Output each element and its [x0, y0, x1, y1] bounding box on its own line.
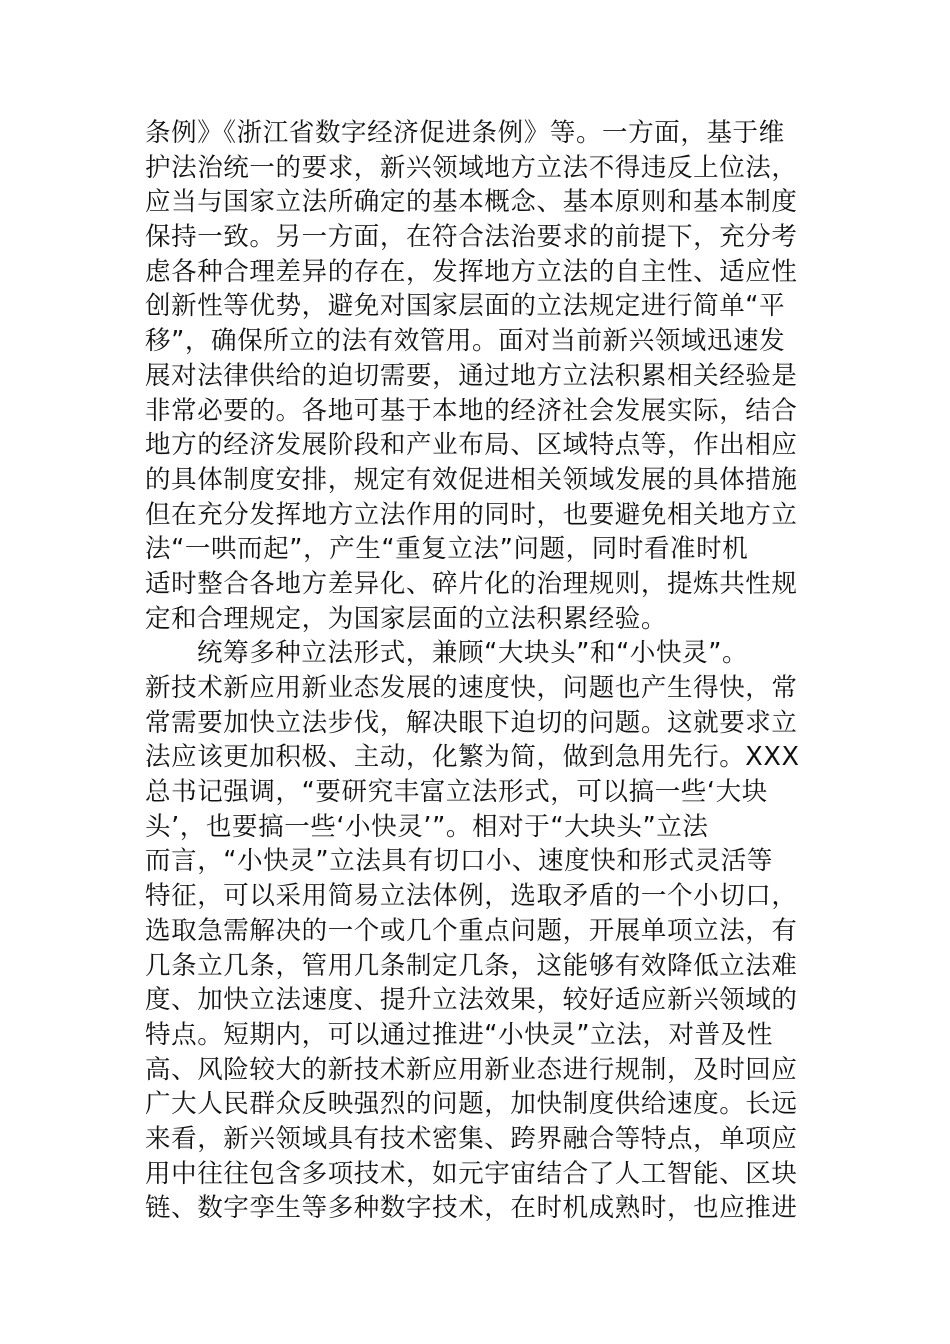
text-line: 高、风险较大的新技术新应用新业态进行规制，及时回应: [145, 1054, 798, 1085]
text-line: 特点。短期内，可以通过推进“小快灵”立法，对普及性: [145, 1019, 773, 1050]
text-line: 而言，“小快灵”立法具有切口小、速度快和形式灵活等: [145, 846, 773, 877]
text-line: 非常必要的。各地可基于本地的经济社会发展实际，结合: [145, 395, 798, 426]
text-line: 护法治统一的要求，新兴领域地方立法不得违反上位法，: [145, 152, 798, 183]
text-line: 总书记强调，“要研究丰富立法形式，可以搞一些‘大块: [145, 777, 768, 808]
paragraph-2: [145, 636, 815, 1226]
text-line: 定和合理规定，为国家层面的立法积累经验。: [145, 603, 668, 634]
text-line: 移”，确保所立的法有效管用。面对当前新兴领域迅速发: [145, 326, 786, 357]
paragraph-1: [145, 116, 815, 636]
text-line: 但在充分发挥地方立法作用的同时，也要避免相关地方立: [145, 499, 798, 530]
text-line: 地方的经济发展阶段和产业布局、区域特点等，作出相应: [145, 430, 798, 461]
text-line: 头’，也要搞一些‘小快灵’”。相对于“大块头”立法: [145, 811, 709, 842]
text-line: 常需要加快立法步伐，解决眼下迫切的问题。这就要求立: [145, 707, 798, 738]
text-line: 广大人民群众反映强烈的问题，加快制度供给速度。长远: [145, 1089, 798, 1120]
text-line: 创新性等优势，避免对国家层面的立法规定进行简单“平: [145, 291, 786, 322]
text-line: 的具体制度安排，规定有效促进相关领域发展的具体措施: [145, 464, 798, 495]
text-line: 来看，新兴领域具有技术密集、跨界融合等特点，单项应: [145, 1123, 798, 1154]
text-line: 条例》《浙江省数字经济促进条例》等。一方面，基于维: [145, 118, 785, 148]
text-line: 适时整合各地方差异化、碎片化的治理规则，提炼共性规: [145, 568, 798, 599]
text-line: 法应该更加积极、主动，化繁为简，做到急用先行。XXX: [145, 742, 800, 773]
text-line: 几条立几条，管用几条制定几条，这能够有效降低立法难: [145, 950, 798, 981]
text-line: 虑各种合理差异的存在，发挥地方立法的自主性、适应性: [145, 256, 798, 287]
text-line: 新技术新应用新业态发展的速度快，问题也产生得快，常: [145, 673, 798, 703]
text-line-indented: 统筹多种立法形式，兼顾“大块头”和“小快灵”。: [197, 638, 749, 669]
text-line: 应当与国家立法所确定的基本概念、基本原则和基本制度: [145, 187, 798, 218]
text-line: 度、加快立法速度、提升立法效果，较好适应新兴领域的: [145, 985, 798, 1016]
text-line: 特征，可以采用简易立法体例，选取矛盾的一个小切口，: [145, 881, 798, 912]
text-line: 选取急需解决的一个或几个重点问题，开展单项立法，有: [145, 915, 798, 946]
text-line: 法“一哄而起”，产生“重复立法”问题，同时看准时机: [145, 534, 749, 565]
text-line: 链、数字孪生等多种数字技术，在时机成熟时，也应推进: [145, 1193, 798, 1224]
text-line: 保持一致。另一方面，在符合法治要求的前提下，充分考: [145, 222, 798, 253]
body-text: [145, 116, 815, 1226]
text-line: 展对法律供给的迫切需要，通过地方立法积累相关经验是: [145, 360, 798, 391]
text-line: 用中往往包含多项技术，如元宇宙结合了人工智能、区块: [145, 1158, 798, 1189]
